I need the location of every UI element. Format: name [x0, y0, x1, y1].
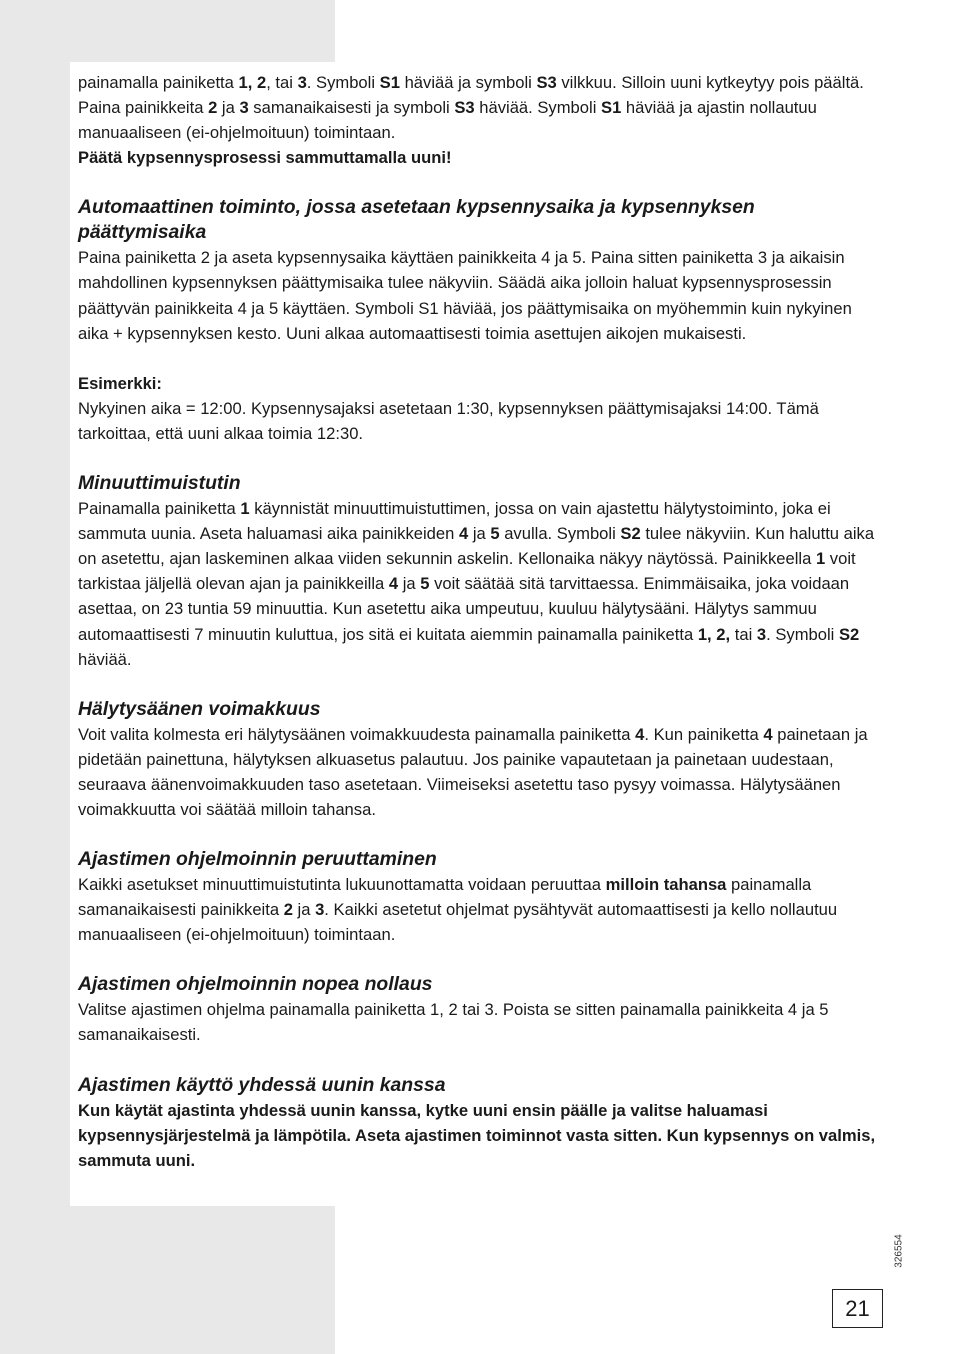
- section-body-reset: Valitse ajastimen ohjelma painamalla painiketta 1, 2 tai 3. Poista se sitten painamalla painikkeita 4 ja 5 samanaikaisesti.: [78, 1000, 829, 1045]
- section-title-cancel: Ajastimen ohjelmoinnin peruuttaminen: [78, 848, 437, 871]
- section-title-reset: Ajastimen ohjelmoinnin nopea nollaus: [78, 973, 433, 996]
- section-body-auto: Paina painiketta 2 ja aseta kypsennysaika käyttäen painikkeita 4 ja 5. Paina sitten painiketta 3 ja aikaisin mahdollinen kypsennyksen päättymisaika tulee näkyviin. Säädä aika jolloin haluat kypsennysprosessin päättyvän painikkeita 4 ja 5 käyttäen. Symboli S1 häviää, jos päättymisaika on myöhemmin kuin nykyinen aika + kypsennyksen kesto. Uuni alkaa automaattisesti toimia asettujen aikojen mukaisesti.: [78, 248, 852, 343]
- example-body: Nykyinen aika = 12:00. Kypsennysajaksi asetetaan 1:30, kypsennyksen päättymisajaksi 14:00. Tämä tarkoittaa, että uuni alkaa toimia 12:30.: [78, 398, 819, 443]
- page-number: 21: [832, 1289, 883, 1328]
- intro-warning: Päätä kypsennysprosessi sammuttamalla uuni!: [78, 148, 452, 168]
- section-title-minute: Minuuttimuistutin: [78, 472, 241, 495]
- section-title-use: Ajastimen käyttö yhdessä uunin kanssa: [78, 1073, 446, 1096]
- page-content: [78, 70, 883, 1173]
- example-label: Esimerkki:: [78, 373, 162, 393]
- section-body-cancel: Kaikki asetukset minuuttimuistutinta lukuunottamatta voidaan peruuttaa milloin tahansa painamalla samanaikaisesti painikkeita 2 ja 3. Kaikki asetetut ohjelmat pysähtyvät automaattisesti ja kello nollautuu manuaaliseen (ei-ohjelmoituun) toimintaan.: [78, 875, 838, 945]
- section-title-volume: Hälytysäänen voimakkuus: [78, 697, 321, 720]
- section-body-volume: Voit valita kolmesta eri hälytysäänen voimakkuudesta painamalla painiketta 4. Kun painiketta 4 painetaan ja pidetään painettuna, hälytyksen alkuasetus palautuu. Jos painike vapautetaan ja painetaan uudestaan, seuraava äänenvoimakkuuden taso asetetaan. Viimeiseksi asetettu taso pysyy voimassa. Hälytysäänen voimakkuutta voi säätää milloin tahansa.: [78, 724, 868, 819]
- section-body-use: Kun käytät ajastinta yhdessä uunin kanssa, kytke uuni ensin päälle ja valitse haluamasi kypsennysjärjestelmä ja lämpötila. Aseta ajastimen toiminnot vasta sitten. Kun kypsennys on valmis, sammuta uuni.: [78, 1100, 876, 1170]
- document-code: 326554: [893, 1234, 905, 1268]
- section-title-auto: Automaattinen toiminto, jossa asetetaan kypsennysaika ja kypsennyksen päättymisaika: [78, 196, 755, 244]
- section-body-minute: Painamalla painiketta 1 käynnistät minuuttimuistuttimen, jossa on vain ajastettu hälytystoiminto, joka ei sammuta uunia. Aseta haluamasi aika painikkeiden 4 ja 5 avulla. Symboli S2 tulee näkyviin. Kun haluttu aika on asetettu, ajan laskeminen alkaa viiden sekunnin askelin. Kellonaika näkyy näytössä. Painikkeella 1 voit tarkistaa jäljellä olevan ajan ja painikkeilla 4 ja 5 voit säätää sitä tarvittaessa. Enimmäisaika, joka voidaan asettaa, on 23 tuntia 59 minuuttia. Kun asetettu aika umpeutuu, kuuluu hälytysääni. Hälytys sammuu automaattisesti 7 minuutin kuluttua, jos sitä ei kuitata aiemmin painamalla painiketta 1, 2, tai 3. Symboli S2 häviää.: [78, 499, 875, 669]
- intro-paragraph: painamalla painiketta 1, 2, tai 3. Symboli S1 häviää ja symboli S3 vilkkuu. Silloin uuni kytkeytyy pois päältä. Paina painikkeita 2 ja 3 samanaikaisesti ja symboli S3 häviää. Symboli S1 häviää ja ajastin nollautuu manuaaliseen (ei-ohjelmoituun) toimintaan.: [78, 73, 864, 143]
